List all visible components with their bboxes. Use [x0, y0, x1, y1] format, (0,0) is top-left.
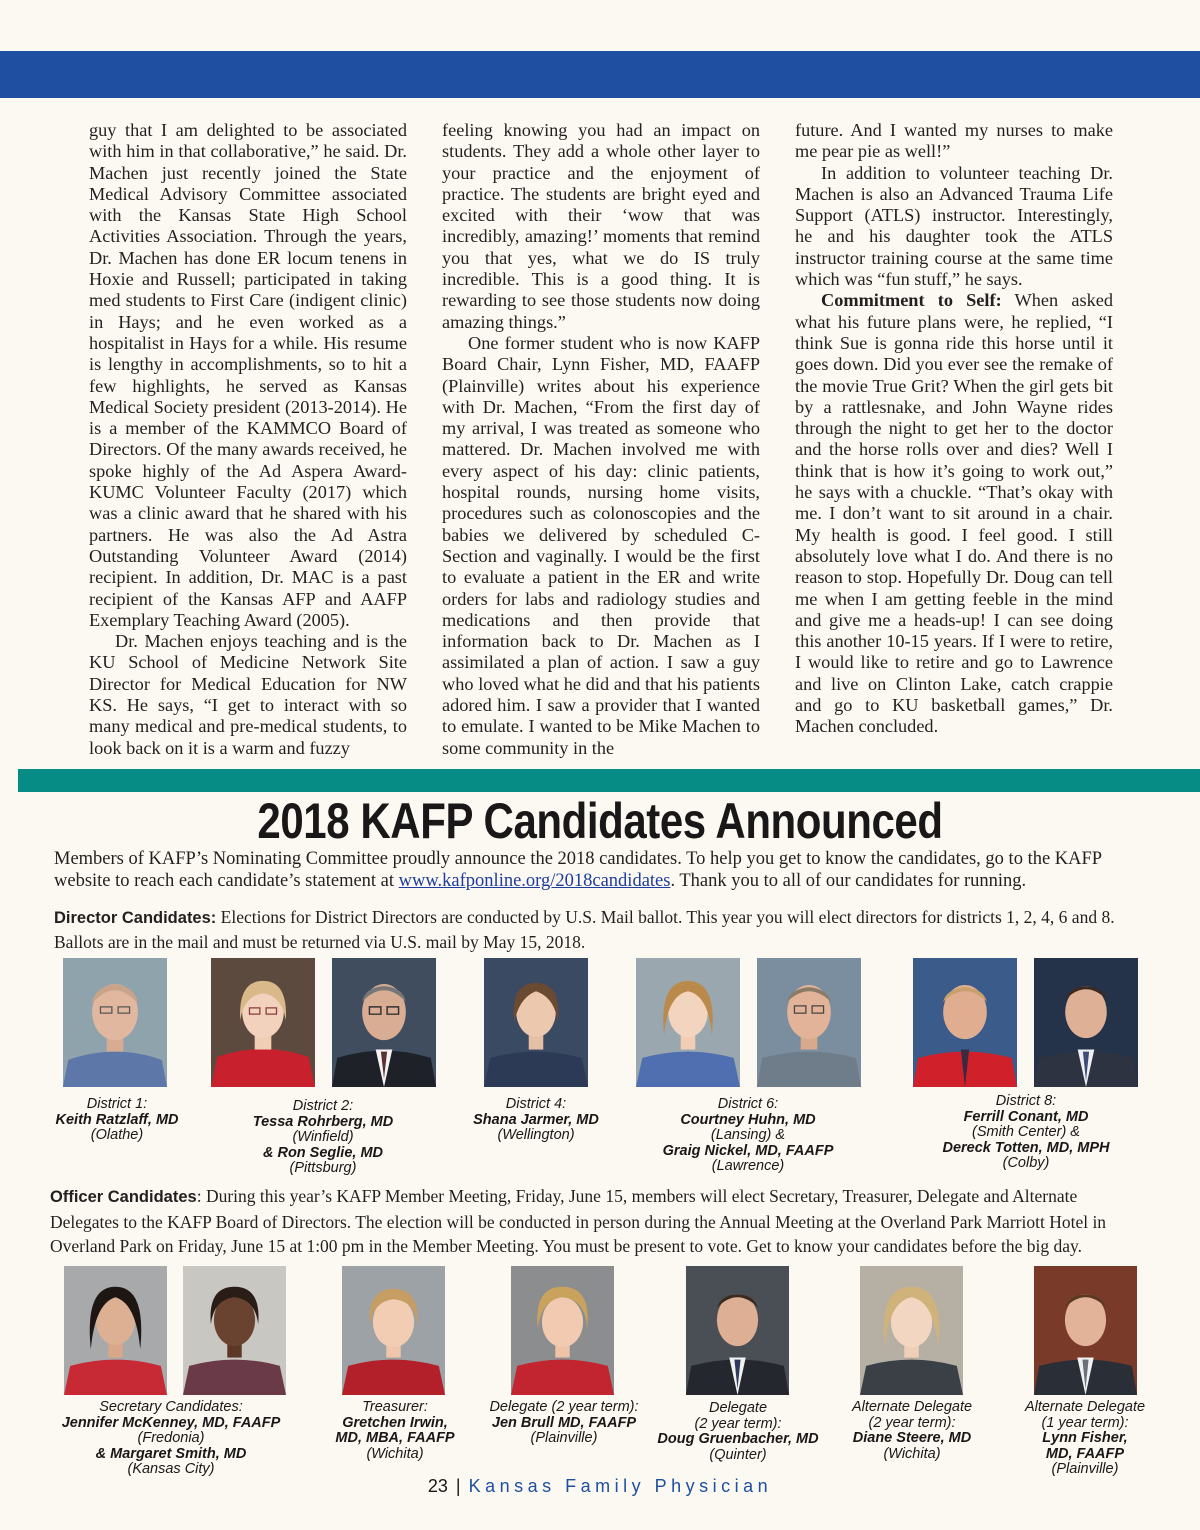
article-column-2 — [442, 120, 760, 759]
officer-candidates-paragraph — [50, 1184, 1150, 1259]
caption-name: Keith Ratzlaff, MD — [55, 1111, 179, 1128]
footer-separator: | — [455, 1476, 461, 1496]
caption-role: Secretary Candidates: — [99, 1399, 243, 1415]
caption-name: & Ron Seglie, MD — [262, 1144, 384, 1161]
caption-name: Ferrill Conant, MD — [963, 1108, 1089, 1125]
caption-name: MD, FAAFP — [1045, 1445, 1125, 1462]
district-2-caption — [228, 1099, 418, 1177]
candidate-photo — [913, 958, 1017, 1087]
caption-place: (Quinter) — [709, 1446, 767, 1463]
delegate-2yr-caption — [474, 1400, 654, 1447]
caption-role: (2 year term): — [694, 1415, 782, 1432]
candidate-photo — [332, 958, 436, 1087]
director-text: Elections for District Directors are conducted by U.S. Mail ballot. This year you will elect directors for districts 1, 2, 4, 6 and 8. Ballots are in the mail and must be returned via U.S. mail by May 15, 2018. — [54, 907, 1115, 952]
candidate-photo — [183, 1266, 286, 1395]
caption-place: (Lansing) & — [710, 1127, 786, 1144]
candidate-photo — [636, 958, 740, 1087]
candidate-photo — [484, 958, 588, 1087]
treasurer-caption — [318, 1400, 472, 1462]
caption-place: (Wichita) — [883, 1445, 941, 1462]
candidate-photo — [757, 958, 861, 1087]
candidate-photo — [63, 958, 167, 1087]
caption-name: Doug Gruenbacher, MD — [657, 1431, 819, 1448]
caption-role: District 1: — [86, 1096, 148, 1112]
caption-place: (Plainville) — [530, 1430, 598, 1447]
district-1-caption — [40, 1097, 194, 1144]
caption-name: Lynn Fisher, — [1042, 1430, 1128, 1447]
caption-place: (Plainville) — [1051, 1461, 1119, 1478]
officer-text: : During this year’s KAFP Member Meeting, Friday, June 15, members will elect Secretary, Treasurer, Delegate and Alternate Delegates to the KAFP Board of Directors. The election will be conducted in person during the Annual Meeting at the Overland Park Marriott Hotel in Overland Park on Friday, June 15 at 1:00 pm in the Member Meeting. You must be present to vote. Get to know your candidates before the big day. — [50, 1186, 1107, 1256]
caption-place: (Olathe) — [90, 1127, 144, 1144]
candidate-photo — [860, 1266, 963, 1395]
top-blue-bar — [0, 51, 1200, 98]
candidate-photo — [64, 1266, 167, 1395]
caption-name: Courtney Huhn, MD — [680, 1111, 816, 1128]
caption-name: Shana Jarmer, MD — [473, 1111, 599, 1128]
caption-place: (Fredonia) — [137, 1430, 205, 1447]
article-paragraph: future. And I wanted my nurses to make me pear pie as well!” — [795, 120, 1113, 162]
intro-text: Members of KAFP’s Nominating Committee proudly announce the 2018 candidates. To help you get to know the candidates, go to the KAFP website to reach each candidate’s statement at — [54, 849, 1102, 891]
caption-name: Gretchen Irwin, — [342, 1414, 448, 1431]
caption-role: Alternate Delegate — [1024, 1399, 1146, 1415]
candidate-photo — [1034, 1266, 1137, 1395]
candidate-photo — [511, 1266, 614, 1395]
director-candidates-paragraph — [54, 905, 1154, 954]
caption-role: Alternate Delegate — [851, 1399, 973, 1415]
officer-label: Officer Candidates — [50, 1188, 197, 1206]
section-headline: 2018 KAFP Candidates Announced — [257, 793, 943, 849]
caption-role: District 2: — [292, 1098, 354, 1114]
article-paragraph: One former student who is now KAFP Board Chair, Lynn Fisher, MD, FAAFP (Plainville) writes about his experience with Dr. Machen, “From the first day of my arrival, I was treated as someone who mattered. Dr. Machen involved me with every aspect of his day: clinic patients, hospital rounds, nursing home visits, procedures such as colonoscopies and the babies we delivered by scheduled C-Section and vaginally. I would be the first to evaluate a patient in the ER and write orders for labs and radiology studies and medications and then provide that information back to Dr. Machen as I assimilated a plan of action. I saw a guy who loved what he did and that his patients adored him. I saw a provider that I wanted to emulate. I wanted to be Mike Machen to some community in the — [442, 332, 760, 758]
alternate-delegate-1yr-caption — [1006, 1400, 1164, 1478]
caption-name: Jennifer McKenney, MD, FAAFP — [61, 1414, 281, 1431]
caption-place: (Kansas City) — [127, 1461, 215, 1478]
article-paragraph — [795, 290, 1113, 737]
caption-name: Tessa Rohrberg, MD — [252, 1113, 394, 1130]
commitment-label: Commitment to Self: — [821, 290, 1002, 311]
district-4-caption — [450, 1097, 622, 1144]
article-paragraph: feeling knowing you had an impact on students. They add a whole other layer to your practice and the enjoyment of practice. The students are bright eyed and excited with their ‘wow that was incredibly, amazing!’ moments that remind you that yes, what we do IS truly incredible. This is a good thing. It is rewarding to see those students now doing amazing things.” — [442, 120, 760, 332]
article-paragraph: In addition to volunteer teaching Dr. Machen is also an Advanced Trauma Life Support (ATLS) instructor. Interestingly, he and his daughter took the ATLS instructor training course at the same time which was “fun stuff,” he says. — [795, 162, 1113, 290]
caption-role: District 8: — [995, 1093, 1057, 1109]
article-paragraph: guy that I am delighted to be associated with him in that collaborative,” he said. Dr. Machen just recently joined the State Medical Advisory Committee associated with the Kansas State High School Activities Association. Through the years, Dr. Machen has done ER locum tenens in Hoxie and Russell; participated in taking med students to First Care (indigent clinic) in Hays; and he even worked as a hospitalist in Hays for a while. His resume is lengthy in accomplishments, so to hit a few highlights, he served as Kansas Medical Society president (2013-2014). He is a member of the KAMMCO Board of Directors. Of the many awards received, he spoke highly of the Ad Aspera Award-KUMC Volunteer Faculty (2017) which was a clinic award that he shared with his partners. He was also the Ad Astra Outstanding Volunteer Award (2014) recipient. In addition, Dr. MAC is a past recipient of the Kansas AFP and AAFP Exemplary Teaching Award (2005). — [89, 120, 407, 630]
caption-role: Delegate — [708, 1400, 768, 1416]
caption-name: MD, MBA, FAAFP — [335, 1430, 455, 1447]
caption-role: (1 year term): — [1041, 1414, 1129, 1431]
commitment-text: When asked what his future plans were, he replied, “I think Sue is gonna ride this horse until it goes down. Did you ever see the remake of the movie True Grit? When the girl gets bit by a rattlesnake, and John Wayne rides through the night to get her to the doctor and the horse rolls over and dies? Well I think that is how it’s going to work out,” he says with a chuckle. “That’s okay with me. I don’t want to sit around in a chair. My health is good. I feel good. I still absolutely love what I do. And there is no reason to stop. Hopefully Dr. Doug can tell me when I am getting feeble in the mind and give me a heads-up! I can see doing this another 10-15 years. If I were to retire, I would like to retire and go to Lawrence and live on Clinton Lake, catch crappie and go to KU basketball games,” Dr. Machen concluded. — [795, 290, 1113, 737]
caption-name: & Margaret Smith, MD — [95, 1445, 247, 1462]
intro-text-end: . Thank you to all of our candidates for running. — [670, 871, 1027, 891]
magazine-title: Kansas Family Physician — [468, 1476, 773, 1496]
caption-role: District 4: — [505, 1096, 567, 1112]
caption-place: (Pittsburg) — [289, 1160, 357, 1177]
caption-name: Jen Brull MD, FAAFP — [491, 1414, 637, 1431]
page-footer — [0, 1476, 1200, 1497]
caption-role: (2 year term): — [868, 1414, 956, 1431]
candidate-photo — [342, 1266, 445, 1395]
candidates-link[interactable]: www.kafponline.org/2018candidates — [398, 871, 671, 891]
caption-place: (Smith Center) & — [972, 1124, 1080, 1141]
caption-name: Graig Nickel, MD, FAAFP — [662, 1142, 834, 1159]
caption-place: (Lawrence) — [711, 1158, 785, 1175]
secretary-caption — [40, 1400, 302, 1478]
caption-place: (Wellington) — [497, 1127, 575, 1144]
article-column-1 — [89, 120, 407, 759]
page-number: 23 — [427, 1476, 448, 1496]
caption-place: (Colby) — [1002, 1155, 1050, 1172]
caption-name: Diane Steere, MD — [852, 1430, 972, 1447]
caption-place: (Winfield) — [292, 1129, 354, 1146]
caption-place: (Wichita) — [366, 1445, 424, 1462]
alternate-delegate-2yr-caption — [832, 1400, 992, 1462]
candidates-intro — [54, 848, 1154, 892]
candidate-photo — [1034, 958, 1138, 1087]
article-column-3 — [795, 120, 1113, 738]
caption-name: Dereck Totten, MD, MPH — [942, 1139, 1110, 1156]
article-paragraph: Dr. Machen enjoys teaching and is the KU School of Medicine Network Site Director for Medical Education for NW KS. He says, “I get to interact with so many medical and pre-medical students, to look back on it is a warm and fuzzy — [89, 631, 407, 758]
candidate-photo — [686, 1266, 789, 1395]
caption-role: Delegate (2 year term): — [489, 1399, 639, 1415]
caption-role: District 6: — [717, 1096, 779, 1112]
delegate-caption — [648, 1401, 828, 1463]
district-8-caption — [926, 1094, 1126, 1172]
section-divider-bar — [18, 769, 1200, 792]
candidate-photo — [211, 958, 315, 1087]
district-6-caption — [648, 1097, 848, 1175]
caption-role: Treasurer: — [362, 1399, 428, 1415]
director-label: Director Candidates: — [54, 909, 217, 927]
